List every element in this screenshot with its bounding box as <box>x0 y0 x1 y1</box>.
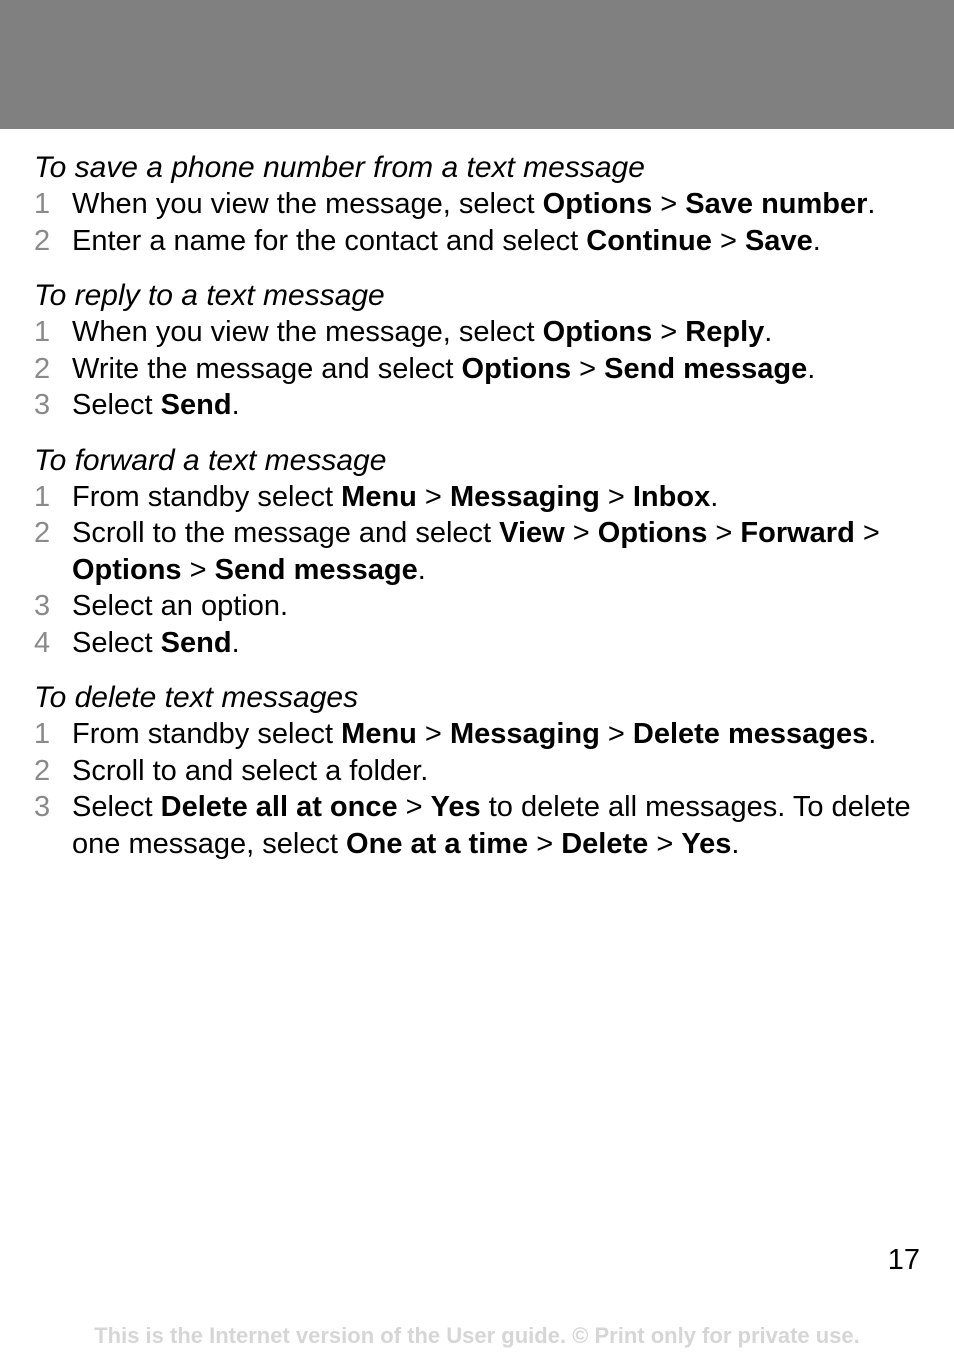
menu-command: Send message <box>604 352 808 385</box>
step-number: 4 <box>34 626 51 659</box>
step-text-run: From standby select <box>72 480 342 513</box>
step-number: 3 <box>34 389 51 421</box>
step-text <box>72 588 924 625</box>
step-text <box>72 351 924 388</box>
step-item <box>34 479 924 516</box>
step-text <box>72 387 924 424</box>
menu-command: Messaging <box>449 480 600 513</box>
step-number: 2 <box>34 754 51 787</box>
instruction-section <box>34 150 924 259</box>
step-item <box>34 186 924 223</box>
step-text-run: > <box>711 224 745 257</box>
step-text <box>72 223 924 260</box>
step-text <box>72 716 924 753</box>
step-text <box>72 515 924 588</box>
menu-command: Save number <box>685 188 868 220</box>
step-number: 2 <box>34 224 51 257</box>
step-text-run: . <box>710 480 719 513</box>
menu-command: One at a time <box>346 827 529 860</box>
step-number: 2 <box>34 352 51 385</box>
step-number: 3 <box>34 791 51 823</box>
section-heading: To save a phone number from a text message <box>34 151 645 184</box>
step-item <box>34 625 924 662</box>
instructions-content <box>34 150 924 881</box>
section-heading: To reply to a text message <box>34 279 385 312</box>
menu-command: Delete <box>561 827 649 860</box>
step-item <box>34 753 924 790</box>
step-text-run: Select <box>72 389 161 421</box>
step-text-run: Select <box>72 791 161 823</box>
instruction-section <box>34 680 924 862</box>
step-text-run: Enter a name for the contact and select <box>72 224 587 257</box>
menu-command: Options <box>542 316 653 348</box>
step-text-run: > <box>854 517 880 549</box>
menu-command: Messaging <box>449 718 600 750</box>
step-text-run: > <box>707 517 741 549</box>
step-item <box>34 789 924 862</box>
menu-command: Continue <box>586 224 712 257</box>
step-text-run: From standby select <box>72 718 342 750</box>
step-number: 1 <box>34 188 51 220</box>
step-text-run: Select <box>72 626 161 659</box>
menu-command: View <box>499 517 565 549</box>
step-text-run: . <box>231 389 240 421</box>
step-text-run: . <box>731 827 740 860</box>
step-text-run: . <box>812 224 821 257</box>
step-text-run: Write the message and select <box>72 352 462 385</box>
step-number: 3 <box>34 590 51 622</box>
step-text-run: Scroll to and select a folder. <box>72 754 429 787</box>
step-text <box>72 186 924 223</box>
step-item <box>34 223 924 260</box>
step-text-run: . <box>231 626 240 659</box>
step-text-run: . <box>807 352 816 385</box>
step-text <box>72 625 924 662</box>
step-item <box>34 515 924 588</box>
menu-command: Send <box>160 626 232 659</box>
step-text <box>72 753 924 790</box>
menu-command: Yes <box>430 791 481 823</box>
step-item <box>34 351 924 388</box>
footer-note: This is the Internet version of the User guide. © Print only for private use. <box>94 1323 860 1348</box>
menu-command: Reply <box>685 316 765 348</box>
step-number: 1 <box>34 316 51 348</box>
header-band <box>0 0 954 129</box>
menu-command: Menu <box>341 718 417 750</box>
step-text <box>72 789 924 862</box>
menu-command: Options <box>542 188 653 220</box>
step-text-run: > <box>181 553 215 586</box>
menu-command: Send message <box>214 553 418 586</box>
page-number: 17 <box>887 1244 920 1276</box>
step-text-run: . <box>417 553 426 586</box>
step-text-run: . <box>867 188 876 220</box>
section-heading: To delete text messages <box>34 681 359 714</box>
step-text-run: > <box>416 480 450 513</box>
step-text-run: > <box>652 188 686 220</box>
step-text-run: > <box>599 480 633 513</box>
step-text-run: Select an option. <box>72 590 289 622</box>
step-text-run: Scroll to the message and select <box>72 517 500 549</box>
step-text-run: > <box>571 352 605 385</box>
step-text-run: . <box>868 718 877 750</box>
step-item <box>34 716 924 753</box>
menu-command: Menu <box>341 480 417 513</box>
menu-command: Options <box>461 352 572 385</box>
menu-command: Inbox <box>632 480 711 513</box>
step-text-run: > <box>397 791 431 823</box>
step-text-run: > <box>648 827 682 860</box>
step-text-run: > <box>528 827 562 860</box>
menu-command: Delete all at once <box>160 791 398 823</box>
step-text-run: to delete all messages. To delete one message, select <box>72 791 911 860</box>
step-text-run: When you view the message, select <box>72 188 543 220</box>
step-number: 1 <box>34 718 51 750</box>
step-text-run: > <box>599 718 633 750</box>
step-item <box>34 588 924 625</box>
step-number: 1 <box>34 480 51 513</box>
step-text-run: When you view the message, select <box>72 316 543 348</box>
menu-command: Yes <box>681 827 732 860</box>
step-text-run: > <box>652 316 686 348</box>
step-text-run: . <box>764 316 773 348</box>
step-text <box>72 314 924 351</box>
step-text-run: > <box>416 718 450 750</box>
menu-command: Options <box>72 553 182 586</box>
step-item <box>34 387 924 424</box>
step-item <box>34 314 924 351</box>
step-number: 2 <box>34 517 51 549</box>
menu-command: Options <box>597 517 708 549</box>
section-heading: To forward a text message <box>34 443 387 477</box>
instruction-section <box>34 443 924 662</box>
instruction-section <box>34 278 924 424</box>
menu-command: Forward <box>740 517 855 549</box>
menu-command: Send <box>160 389 232 421</box>
menu-command: Delete messages <box>632 718 869 750</box>
step-text <box>72 479 924 516</box>
menu-command: Save <box>744 224 813 257</box>
step-text-run: > <box>564 517 598 549</box>
